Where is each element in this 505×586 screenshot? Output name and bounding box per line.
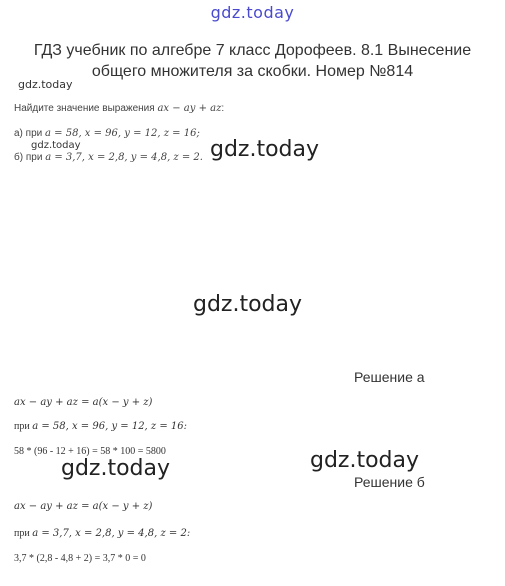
solution-b-formula: ax − ay + az = a(x − y + z) (14, 501, 153, 512)
solution-a-calculation: 58 * (96 - 12 + 16) = 58 * 100 = 5800 (14, 446, 166, 457)
page-title (0, 40, 505, 82)
solution-b-heading: Решение б (354, 474, 425, 490)
watermark-small-2: gdz.today (31, 140, 81, 151)
solution-b-given-values: a = 3,7, x = 2,8, y = 4,8, z = 2: (32, 528, 191, 539)
watermark-top: gdz.today (210, 3, 295, 22)
solution-b-calculation: 3,7 * (2,8 - 4,8 + 2) = 3,7 * 0 = 0 (14, 553, 146, 564)
task-part-b-values: a = 3,7, x = 2,8, y = 4,8, z = 2. (45, 152, 203, 163)
task-part-a-label: а) при (14, 128, 46, 139)
solution-a-given (14, 421, 187, 432)
solution-a-given-label: при (14, 421, 33, 432)
solution-a-formula: ax − ay + az = a(x − y + z) (14, 397, 153, 408)
task-part-b-label: б) при (14, 152, 46, 163)
task-part-b (14, 152, 203, 163)
watermark-large-2: gdz.today (193, 292, 303, 317)
task-prompt-expression: ax − ay + az (157, 103, 222, 114)
watermark-large-3: gdz.today (61, 456, 171, 481)
task-part-a (14, 128, 200, 139)
task-prompt-text: Найдите значение выражения (14, 103, 158, 114)
page-title-line-2: общего множителя за скобки. Номер №814 (91, 63, 414, 80)
task-prompt (14, 103, 224, 114)
solution-a-heading: Решение а (354, 369, 425, 385)
watermark-large-4: gdz.today (310, 448, 420, 473)
task-part-a-values: a = 58, x = 96, y = 12, z = 16; (45, 128, 200, 139)
solution-b-given (14, 528, 190, 539)
watermark-small-1: gdz.today (18, 78, 73, 91)
solution-a-given-values: a = 58, x = 96, y = 12, z = 16: (32, 421, 188, 432)
watermark-large-1: gdz.today (210, 137, 320, 162)
task-prompt-colon: : (221, 103, 225, 114)
solution-b-given-label: при (14, 528, 33, 539)
page-title-line-1: ГДЗ учебник по алгебре 7 класс Дорофеев. 8.1 Вынесение (33, 42, 472, 59)
